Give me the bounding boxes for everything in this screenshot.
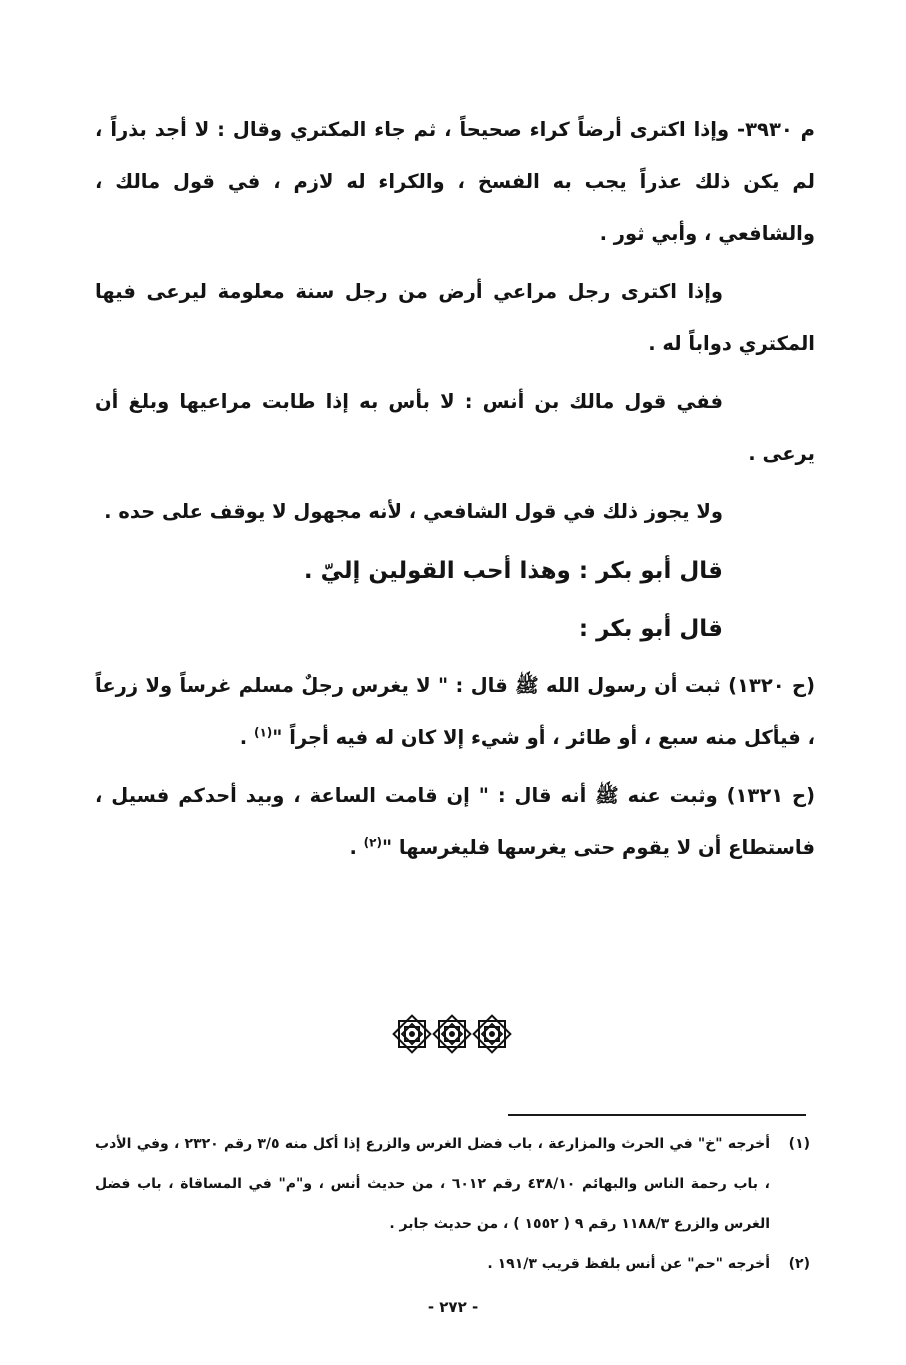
footnotes-section bbox=[95, 1124, 810, 1284]
footnote-2 bbox=[95, 1244, 810, 1284]
footnote-number: (٢) bbox=[788, 1256, 810, 1272]
footnote-divider bbox=[508, 1114, 806, 1116]
paragraph-text: قال أبو بكر : bbox=[578, 616, 723, 642]
footnote-text: أخرجه "حم" عن أنس بلفظ قريب ١٩١/٣ . bbox=[487, 1256, 770, 1272]
paragraph-pasture-rent bbox=[95, 266, 815, 370]
page-number: - ٢٧٢ - bbox=[427, 1298, 479, 1316]
footnote-ref-2[interactable]: (٢) bbox=[363, 835, 382, 850]
paragraph-shafii-opinion bbox=[95, 486, 815, 538]
footnote-1 bbox=[95, 1124, 810, 1244]
paragraph-text: ولا يجوز ذلك في قول الشافعي ، لأنه مجهول لا يوقف على حده . bbox=[104, 500, 723, 523]
main-text bbox=[95, 104, 815, 880]
paragraph-text: (ح ١٣٢١) وثبت عنه ﷺ أنه قال : " إن قامت الساعة ، وبيد أحدكم فسيل ، فاستطاع أن لا يقوم حتى يغرسها فليغرسها " bbox=[95, 784, 815, 859]
abu-bakr-preference bbox=[95, 544, 815, 598]
paragraph-3930 bbox=[95, 104, 815, 260]
paragraph-tail: . bbox=[349, 836, 364, 859]
paragraph-text: قال أبو بكر : وهذا أحب القولين إليّ . bbox=[303, 558, 723, 584]
hadith-1321 bbox=[95, 770, 815, 874]
paragraph-text: م ٣٩٣٠- وإذا اكترى أرضاً كراء صحيحاً ، ثم جاء المكتري وقال : لا أجد بذراً ، لم يكن ذلك عذراً يجب به الفسخ ، والكراء له لازم ، في قول مالك ، والشافعي ، وأبي ثور . bbox=[95, 118, 815, 245]
paragraph-text: وإذا اكترى رجل مراعي أرض من رجل سنة معلومة ليرعى فيها المكتري دواباً له . bbox=[95, 280, 815, 355]
abu-bakr-heading bbox=[95, 602, 815, 656]
footnote-text: أخرجه "خ" في الحرث والمزارعة ، باب فضل الغرس والزرع إذا أكل منه ٣/٥ رقم ٢٣٢٠ ، وفي الأدب ، باب رحمة الناس والبهائم ٤٣٨/١٠ رقم ٦٠١٢ ، من حديث أنس ، و"م" في المساقاة ، باب فضل الغرس والزرع ١١٨٨/٣ رقم ٩ ( ١٥٥٢ ) ، من حديث جابر . bbox=[95, 1136, 771, 1232]
footnote-ref-1[interactable]: (١) bbox=[253, 725, 273, 740]
footnote-number: (١) bbox=[788, 1136, 811, 1152]
hadith-1320 bbox=[95, 660, 815, 764]
triple-octagram-ornament-icon bbox=[392, 1014, 512, 1054]
paragraph-text: ففي قول مالك بن أنس : لا بأس به إذا طابت مراعيها وبلغ أن يرعى . bbox=[95, 390, 815, 465]
paragraph-tail: . bbox=[239, 726, 254, 749]
paragraph-text: (ح ١٣٢٠) ثبت أن رسول الله ﷺ قال : " لا يغرس رجلٌ مسلم غرساً ولا زرعاً ، فيأكل منه سبع ، أو طائر ، أو شيء إلا كان له فيه أجراً " bbox=[95, 674, 815, 749]
paragraph-malik-opinion bbox=[95, 376, 815, 480]
